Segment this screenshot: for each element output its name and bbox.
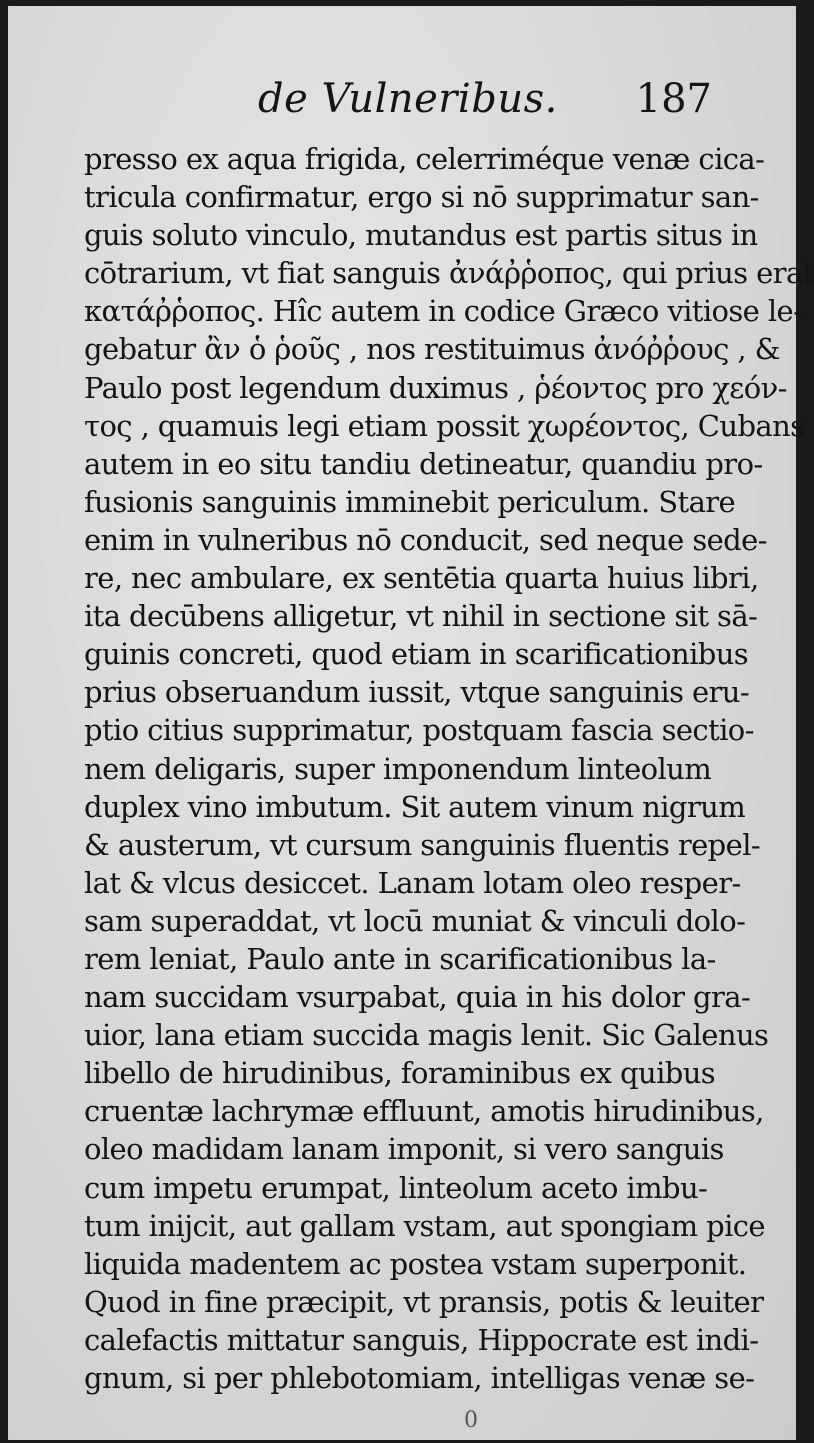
text-line: κατάῤῥοπος. Hîc autem in codice Græco vitiose le- [84,294,803,329]
text-line: lat & vlcus desiccet. Lanam lotam oleo resper- [84,865,741,900]
book-page [8,6,814,1440]
text-line: liquida madentem ac postea vstam superponit. [84,1246,747,1281]
text-line: gebatur ἂν ὁ ῥοῦς , nos restituimus ἀνόῤῥους , & [84,332,780,367]
text-line: cum impetu erumpat, linteolum aceto imbu- [84,1170,708,1205]
body-text [84,140,814,1397]
text-line: cōtrarium, vt fiat sanguis ἀνάῤῥοπος, qui prius erat [84,256,814,291]
text-line: presso ex aqua frigida, celerriméque venæ cica- [84,142,765,176]
text-line: gnum, si per phlebotomiam, intelligas venæ se- [84,1361,755,1395]
text-line: & austerum, vt cursum sanguinis fluentis repel- [84,827,761,862]
text-line: fusionis sanguinis imminebit periculum. Stare [84,484,736,519]
text-line: tricula confirmatur, ergo si nō supprimatur san- [84,180,759,215]
text-line: libello de hirudinibus, foraminibus ex quibus [84,1056,716,1091]
text-line: τος , quamuis legi etiam possit χωρέοντος, Cubans [84,408,805,443]
running-title: de Vulneribus. [258,76,558,122]
text-line: autem in eo situ tandiu detineatur, quandiu pro- [84,446,763,481]
text-line: duplex vino imbutum. Sit autem vinum nigrum [84,789,746,824]
text-line: Quod in fine præcipit, vt pransis, potis & leuiter [84,1284,764,1319]
page-number: 187 [635,76,712,122]
text-line: Paulo post legendum duximus , ῥέοντος pro χεόν- [84,370,787,405]
text-line: cruentæ lachrymæ effluunt, amotis hirudinibus, [84,1094,764,1129]
text-line: ptio citius supprimatur, postquam fascia sectio- [84,713,754,748]
text-line: enim in vulneribus nō conducit, sed neque sede- [84,522,767,557]
text-line: guis soluto vinculo, mutandus est partis situs in [84,218,758,253]
text-line: guinis concreti, quod etiam in scarificationibus [84,637,749,672]
text-line: re, nec ambulare, ex sentētia quarta huius libri, [84,561,759,596]
text-line: tum inijcit, aut gallam vstam, aut spongiam pice [84,1208,765,1243]
text-line: ita decūbens alligetur, vt nihil in sectione sit sā- [84,599,758,634]
text-line: nem deligaris, super imponendum linteolum [84,751,712,786]
text-line: nam succidam vsurpabat, quia in his dolor gra- [84,980,751,1015]
text-line: rem leniat, Paulo ante in scarificationibus la- [84,941,716,976]
text-line: oleo madidam lanam imponit, si vero sanguis [84,1132,724,1167]
footer-mark: 0 [464,1408,478,1433]
text-line: calefactis mittatur sanguis, Hippocrate est indi- [84,1322,759,1357]
text-line: uior, lana etiam succida magis lenit. Sic Galenus [84,1018,769,1053]
text-line: prius obseruandum iussit, vtque sanguinis eru- [84,675,750,710]
text-line: sam superaddat, vt locū muniat & vinculi dolo- [84,903,746,938]
page-header [258,76,718,136]
